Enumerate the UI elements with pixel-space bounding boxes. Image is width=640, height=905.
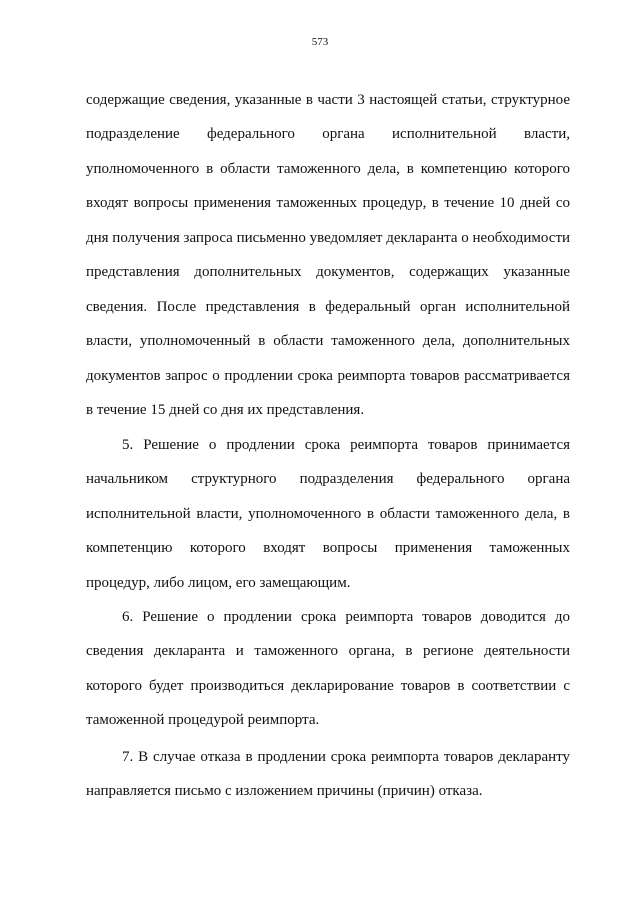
text-line: в течение 15 дней со дня их представления. xyxy=(86,401,365,418)
paragraph-continued xyxy=(86,83,570,427)
text-line: 7. В случае отказа в продлении срока реимпорта товаров декларанту xyxy=(122,749,570,765)
text-line: сведения. После представления в федеральный орган исполнительной xyxy=(86,298,570,315)
text-line: процедур, либо лицом, его замещающим. xyxy=(86,574,351,591)
text-line: власти, уполномоченный в области таможенного дела, дополнительных xyxy=(86,333,570,350)
text-line: 6. Решение о продлении срока реимпорта товаров доводится до xyxy=(122,609,570,625)
text-line: компетенцию которого входят вопросы применения таможенных xyxy=(86,540,570,557)
text-line: дня получения запроса письменно уведомляет декларанта о необходимости xyxy=(86,229,570,246)
text-line: таможенной процедурой реимпорта. xyxy=(86,712,320,729)
page-number: 573 xyxy=(311,36,329,48)
text-line: содержащие сведения, указанные в части 3 настоящей статьи, структурное xyxy=(86,92,570,108)
text-line: которого будет производиться декларирование товаров в соответствии с xyxy=(86,677,570,694)
paragraph-item-6 xyxy=(86,600,570,738)
paragraph-item-5 xyxy=(86,428,570,600)
text-line: начальником структурного подразделения федерального органа xyxy=(86,471,570,488)
text-line: представления дополнительных документов, содержащих указанные xyxy=(86,264,570,281)
text-line: направляется письмо с изложением причины (причин) отказа. xyxy=(86,783,483,800)
text-line: подразделение федерального органа исполнительной власти, xyxy=(86,126,570,143)
text-line: 5. Решение о продлении срока реимпорта товаров принимается xyxy=(122,437,570,453)
text-line: уполномоченного в области таможенного дела, в компетенцию которого xyxy=(86,160,570,177)
text-line: документов запрос о продлении срока реимпорта товаров рассматривается xyxy=(86,367,570,384)
text-line: исполнительной власти, уполномоченного в области таможенного дела, в xyxy=(86,505,570,522)
text-line: сведения декларанта и таможенного органа, в регионе деятельности xyxy=(86,643,570,660)
paragraph-item-7 xyxy=(86,740,570,809)
text-line: входят вопросы применения таможенных процедур, в течение 10 дней со xyxy=(86,195,570,212)
